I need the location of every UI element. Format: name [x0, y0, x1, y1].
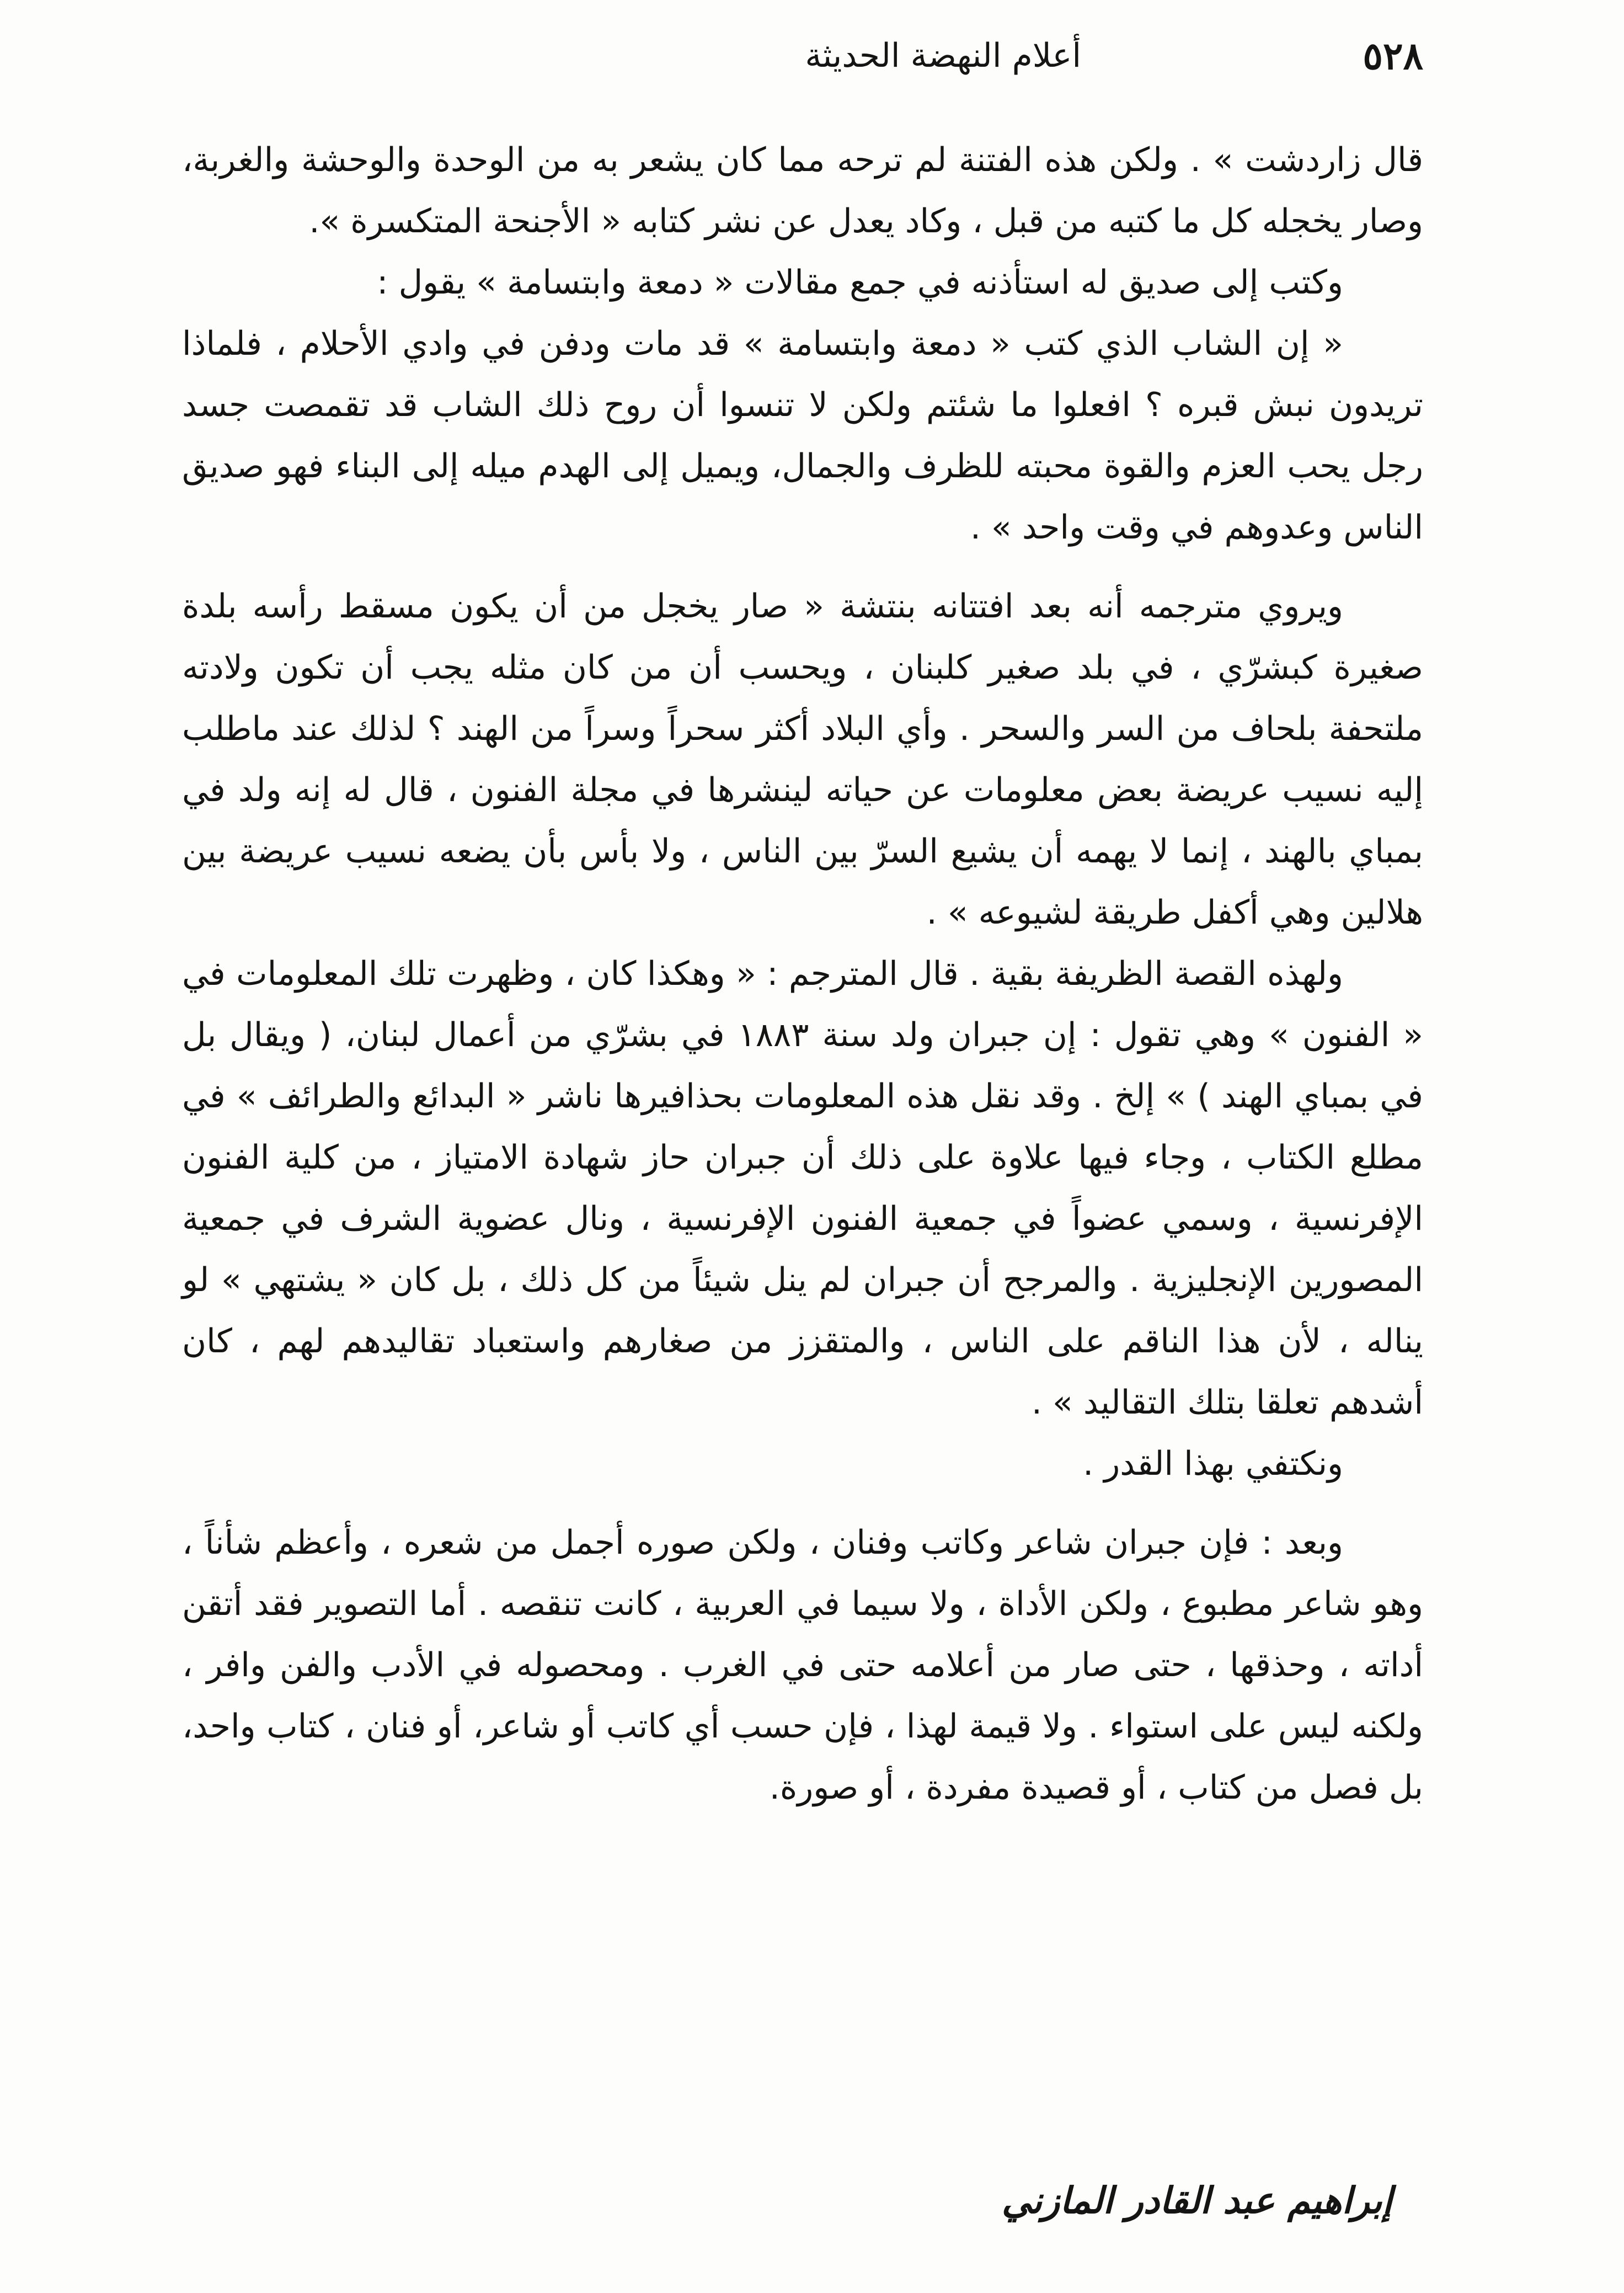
- author-signature: إبراهيم عبد القادر المازني: [1001, 2179, 1392, 2222]
- page-header: [182, 29, 1423, 89]
- page-number: ٥٢٨: [1363, 34, 1423, 78]
- paragraph-biographer: ويروي مترجمه أنه بعد افتتانه بنتشة « صار يخجل من أن يكون مسقط رأسه بلدة صغيرة كبشرّي ، في بلد صغير كلبنان ، ويحسب أن من كان مثله يجب أن تكون ولادته ملتحفة بلحاف من السر والسحر . وأي البلاد أكثر سحراً وسراً من الهند ؟ لذلك عند ماطلب إليه نسيب عريضة بعض معلومات عن حياته لينشرها في مجلة الفنون ، قال له إنه ولد في بمباي بالهند ، إنما لا يهمه أن يشيع السرّ بين الناس ، ولا بأس بأن يضعه نسيب عريضة بين هلالين وهي أكفل طريقة لشيوعه » .: [182, 587, 1423, 932]
- paragraph-conclusion: وبعد : فإن جبران شاعر وكاتب وفنان ، ولكن صوره أجمل من شعره ، وأعظم شأناً ، وهو شاعر مطبوع ، ولكن الأداة ، ولا سيما في العربية ، كانت تنقصه . أما التصوير فقد أتقن أداته ، وحذقها ، حتى صار من أعلامه حتى في الغرب . ومحصوله في الأدب والفن وافر ، ولكنه ليس على استواء . ولا قيمة لهذا ، فإن حسب أي كاتب أو شاعر، أو فنان ، كتاب واحد، بل فصل من كتاب ، أو قصيدة مفردة ، أو صورة.: [182, 1523, 1423, 1807]
- paragraph-enough: ونكتفي بهذا القدر .: [1083, 1444, 1343, 1483]
- paragraph-zarathustra: قال زاردشت » . ولكن هذه الفتنة لم ترحه مما كان يشعر به من الوحدة والوحشة والغربة، وصار يخجله كل ما كتبه من قبل ، وكاد يعدل عن نشر كتابه « الأجنحة المتكسرة ».: [182, 141, 1423, 241]
- paragraph-story-rest: ولهذه القصة الظريفة بقية . قال المترجم : « وهكذا كان ، وظهرت تلك المعلومات في « الفنون » وهي تقول : إن جبران ولد سنة ١٨٨٣ في بشرّي من أعمال لبنان، ( ويقال بل في بمباي الهند ) » إلخ . وقد نقل هذه المعلومات بحذافيرها ناشر « البدائع والطرائف » في مطلع الكتاب ، وجاء فيها علاوة على ذلك أن جبران حاز شهادة الامتياز ، من كلية الفنون الإفرنسية ، وسمي عضواً في جمعية الفنون الإفرنسية ، ونال عضوية الشرف في جمعية المصورين الإنجليزية . والمرجح أن جبران لم ينل شيئاً من كل ذلك ، بل كان « يشتهي » لو يناله ، لأن هذا الناقم على الناس ، والمتقزز من صغارهم واستعباد تقاليدهم لهم ، كان أشدهم تعلقا بتلك التقاليد » .: [182, 954, 1423, 1422]
- body-text: [182, 130, 1423, 1819]
- paragraph-letter-quote: « إن الشاب الذي كتب « دمعة وابتسامة » قد مات ودفن في وادي الأحلام ، فلماذا تريدون نبش قبره ؟ افعلوا ما شئتم ولكن لا تنسوا أن روح ذلك الشاب قد تقمصت جسد رجل يحب العزم والقوة محبته للظرف والجمال، ويميل إلى الهدم ميله إلى البناء فهو صديق الناس وعدوهم في وقت واحد » .: [182, 324, 1423, 547]
- running-title: أعلام النهضة الحديثة: [805, 36, 1081, 75]
- paragraph-letter-intro: وكتب إلى صديق له استأذنه في جمع مقالات « دمعة وابتسامة » يقول :: [377, 263, 1343, 302]
